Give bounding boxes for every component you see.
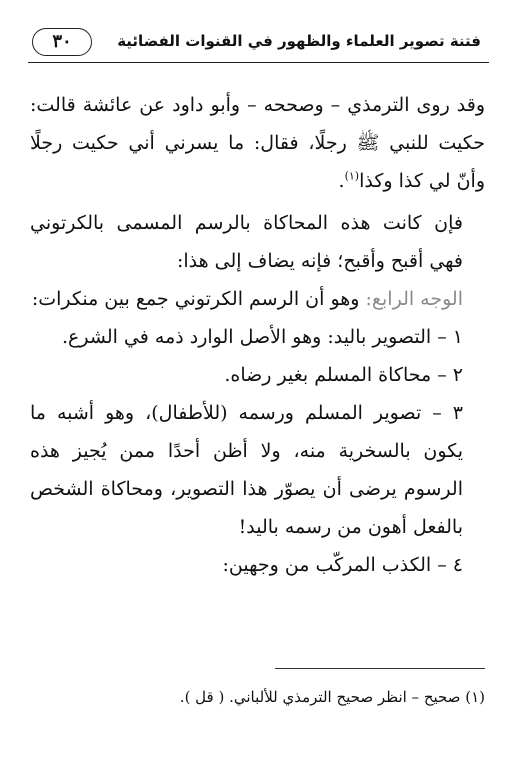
footnote: (١) صحيح – انظر صحيح الترمذي للألباني. ( قل ). — [179, 688, 485, 706]
paragraph-fourth-aspect — [30, 280, 485, 318]
footnote-divider — [275, 668, 485, 669]
running-title: فتنة تصوير العلماء والظهور في القنوات الفضائية — [117, 32, 481, 50]
paragraph-hadith — [30, 86, 485, 200]
page-number: ٣٠ — [32, 28, 92, 56]
list-item-4: ٤ – الكذب المركّب من وجهين: — [222, 554, 463, 576]
footnote-reference: (١) — [344, 169, 360, 183]
list-item-3: ٣ – تصوير المسلم ورسمه (للأطفال)، وهو أشبه ما يكون بالسخرية منه، ولا أظن أحدًا ممن يُجيز هذه الرسوم يرضى أن يصوّر هذا التصوير، ومحاكاة الشخص بالفعل أهون من رسمه باليد! — [30, 402, 463, 538]
page-header — [28, 28, 489, 63]
paragraph-cartoon: فإن كانت هذه المحاكاة بالرسم المسمى بالكرتوني فهي أقبح وأقبح؛ فإنه يضاف إلى هذا: — [30, 212, 463, 272]
fourth-aspect-text: وهو أن الرسم الكرتوني جمع بين منكرات: — [31, 288, 366, 310]
body-text — [30, 86, 485, 584]
list-item-2: ٢ – محاكاة المسلم بغير رضاه. — [224, 364, 463, 386]
list-item-1: ١ – التصوير باليد: وهو الأصل الوارد ذمه في الشرع. — [62, 326, 463, 348]
paragraph-hadith-end: . — [338, 170, 345, 192]
fourth-aspect-lead: الوجه الرابع: — [365, 288, 463, 310]
paragraph-hadith-text: وقد روى الترمذي – وصححه – وأبو داود عن عائشة قالت: حكيت للنبي ﷺ رجلًا، فقال: ما يسرني أني حكيت رجلًا وأنّ لي كذا وكذا — [30, 94, 485, 192]
